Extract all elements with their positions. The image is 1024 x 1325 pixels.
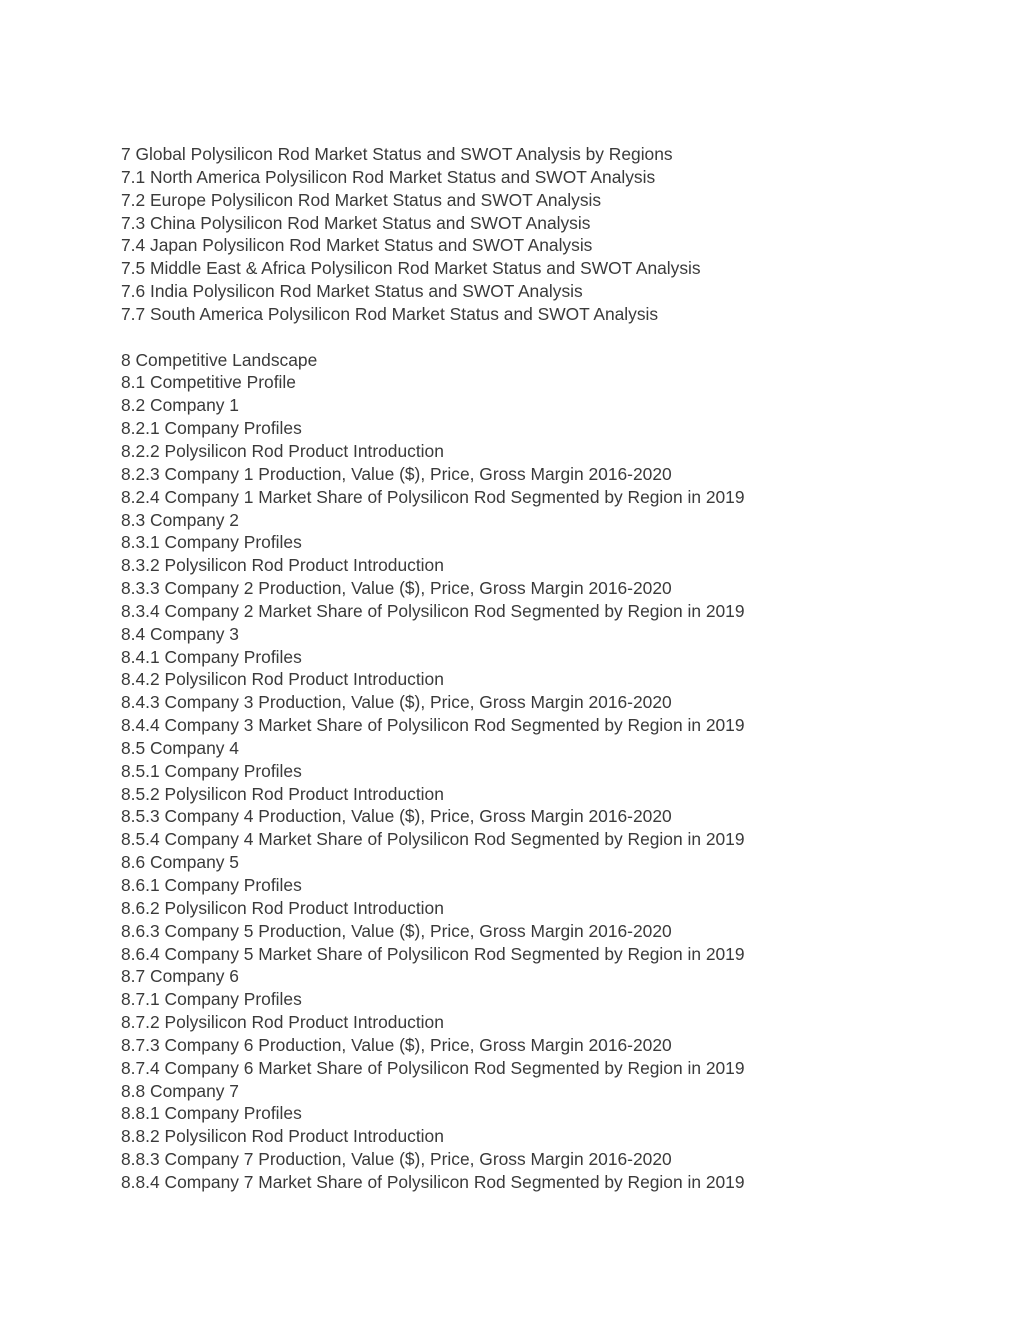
toc-line: 8.2.1 Company Profiles: [121, 418, 302, 439]
toc-line: 8.6.3 Company 5 Production, Value ($), Price, Gross Margin 2016-2020: [121, 920, 672, 941]
toc-line: 8.5 Company 4: [121, 737, 239, 758]
toc-line: 7.5 Middle East & Africa Polysilicon Rod Market Status and SWOT Analysis: [121, 258, 701, 279]
toc-line: 8.5.2 Polysilicon Rod Product Introduction: [121, 783, 444, 804]
toc-line: 8.7.2 Polysilicon Rod Product Introduction: [121, 1012, 444, 1033]
table-of-contents: [121, 143, 981, 1194]
toc-line: 8.6 Company 5: [121, 852, 239, 873]
toc-line: 8.5.1 Company Profiles: [121, 760, 302, 781]
toc-line: 8.4.4 Company 3 Market Share of Polysilicon Rod Segmented by Region in 2019: [121, 715, 745, 736]
toc-section-8: [121, 349, 981, 1194]
toc-line: 7.2 Europe Polysilicon Rod Market Status and SWOT Analysis: [121, 189, 602, 210]
toc-line: 7 Global Polysilicon Rod Market Status and SWOT Analysis by Regions: [121, 144, 673, 164]
toc-line: 8.3.1 Company Profiles: [121, 532, 302, 553]
toc-line: 8.3 Company 2: [121, 509, 239, 530]
toc-line: 8.2.3 Company 1 Production, Value ($), Price, Gross Margin 2016-2020: [121, 463, 672, 484]
toc-line: 7.6 India Polysilicon Rod Market Status and SWOT Analysis: [121, 281, 583, 302]
toc-line: 8.6.2 Polysilicon Rod Product Introduction: [121, 897, 444, 918]
toc-line: 8.3.2 Polysilicon Rod Product Introduction: [121, 555, 444, 576]
toc-line: 8 Competitive Landscape: [121, 349, 318, 370]
toc-line: 8.3.4 Company 2 Market Share of Polysilicon Rod Segmented by Region in 2019: [121, 600, 745, 621]
toc-line: 8.1 Competitive Profile: [121, 372, 296, 393]
toc-line: 8.8 Company 7: [121, 1080, 239, 1101]
toc-section-7: [121, 143, 981, 326]
toc-line: 8.4.2 Polysilicon Rod Product Introduction: [121, 669, 444, 690]
toc-line: 8.7 Company 6: [121, 966, 239, 987]
toc-line: 8.8.2 Polysilicon Rod Product Introduction: [121, 1126, 444, 1147]
toc-line: 8.2.2 Polysilicon Rod Product Introduction: [121, 440, 444, 461]
toc-line: 8.2.4 Company 1 Market Share of Polysilicon Rod Segmented by Region in 2019: [121, 486, 745, 507]
toc-line: 7.1 North America Polysilicon Rod Market Status and SWOT Analysis: [121, 166, 656, 187]
toc-line: 8.3.3 Company 2 Production, Value ($), Price, Gross Margin 2016-2020: [121, 578, 672, 599]
toc-line: 8.7.1 Company Profiles: [121, 989, 302, 1010]
toc-line: 8.8.1 Company Profiles: [121, 1103, 302, 1124]
toc-line: 7.4 Japan Polysilicon Rod Market Status and SWOT Analysis: [121, 235, 593, 256]
toc-line: 8.8.3 Company 7 Production, Value ($), Price, Gross Margin 2016-2020: [121, 1149, 672, 1170]
toc-line: 8.7.4 Company 6 Market Share of Polysilicon Rod Segmented by Region in 2019: [121, 1057, 745, 1078]
toc-line: 8.6.1 Company Profiles: [121, 875, 302, 895]
toc-line: 8.5.4 Company 4 Market Share of Polysilicon Rod Segmented by Region in 2019: [121, 829, 745, 850]
toc-line: 8.8.4 Company 7 Market Share of Polysilicon Rod Segmented by Region in 2019: [121, 1171, 745, 1192]
toc-line: 8.4.3 Company 3 Production, Value ($), Price, Gross Margin 2016-2020: [121, 692, 672, 713]
toc-line: 8.2 Company 1: [121, 395, 239, 416]
toc-line: 7.3 China Polysilicon Rod Market Status and SWOT Analysis: [121, 212, 591, 233]
toc-line: 8.5.3 Company 4 Production, Value ($), Price, Gross Margin 2016-2020: [121, 806, 672, 827]
toc-line: 7.7 South America Polysilicon Rod Market Status and SWOT Analysis: [121, 303, 659, 324]
toc-line: 8.4 Company 3: [121, 623, 239, 644]
toc-line: 8.7.3 Company 6 Production, Value ($), Price, Gross Margin 2016-2020: [121, 1034, 672, 1055]
toc-line: 8.4.1 Company Profiles: [121, 646, 302, 667]
toc-line: 8.6.4 Company 5 Market Share of Polysilicon Rod Segmented by Region in 2019: [121, 943, 745, 964]
